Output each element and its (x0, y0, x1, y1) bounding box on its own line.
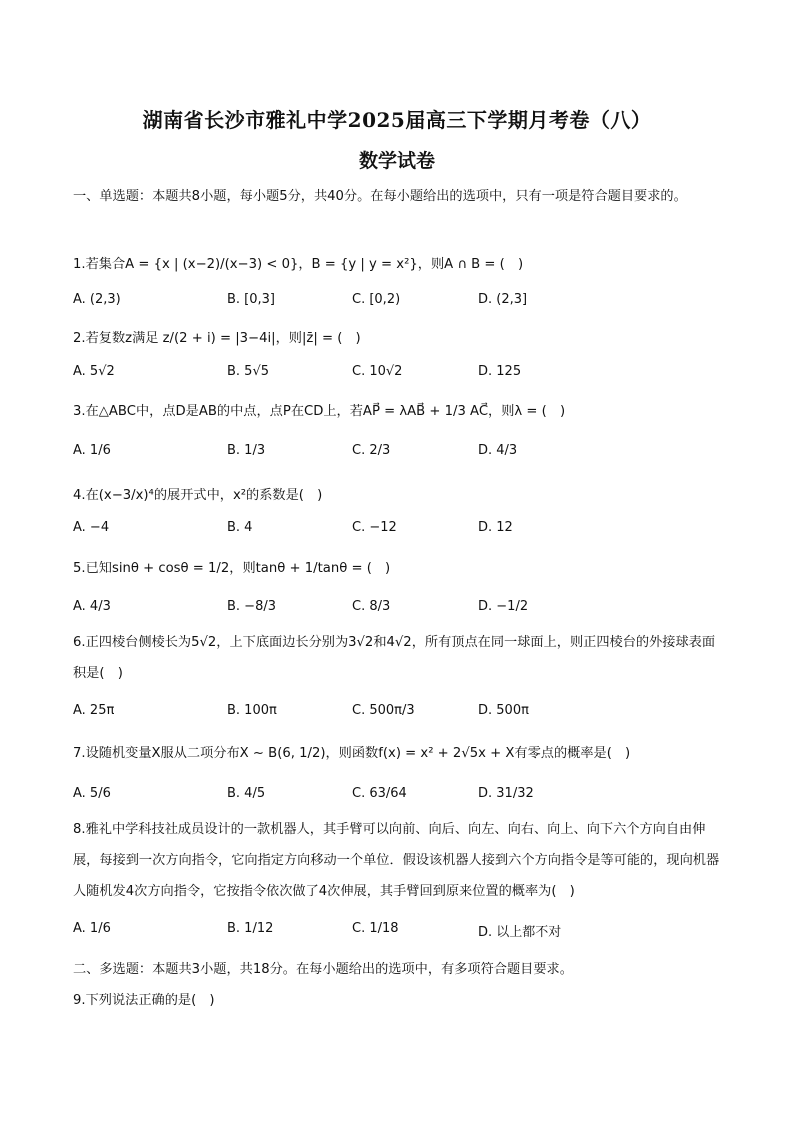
question-4-option-a: A. −4 (73, 520, 110, 535)
question-4-option-c: C. −12 (352, 520, 397, 535)
question-5-option-c: C. 8/3 (352, 599, 391, 614)
question-7-stem: 7.设随机变量X服从二项分布X ~ B(6, 1/2)，则函数f(x) = x² + 2√5x + X有零点的概率是( ) (73, 746, 631, 761)
question-3-option-d: D. 4/3 (478, 443, 518, 458)
question-1-stem: 1.若集合A = {x | (x−2)/(x−3) < 0}，B = {y | y = x²}，则A ∩ B = ( ) (73, 257, 524, 272)
question-2-stem: 2.若复数z满足 z/(2 + i) = |3−4i|，则|z̄| = ( ) (73, 331, 361, 346)
question-3-option-b: B. 1/3 (227, 443, 266, 458)
page-title: 湖南省长沙市雅礼中学2025届高三下学期月考卷（八） (142, 108, 652, 132)
question-6-option-c: C. 500π/3 (352, 703, 415, 718)
question-5-option-b: B. −8/3 (227, 599, 276, 614)
question-1-option-a: A. (2,3) (73, 292, 121, 307)
question-7-option-a: A. 5/6 (73, 786, 111, 801)
question-7-option-b: B. 4/5 (227, 786, 266, 801)
question-8-stem: 8.雅礼中学科技社成员设计的一款机器人，其手臂可以向前、向后、向左、向右、向上、向下六个方向自由伸展，每接到一次方向指令，它向指定方向移动一个单位．假设该机器人接到六个方向指令是等可能的，现向机器人随机发4次方向指令，它按指令依次做了4次伸展，其手臂回到原来位置的概率为( ) (73, 822, 720, 899)
question-4-option-d: D. 12 (478, 520, 513, 535)
question-3-option-c: C. 2/3 (352, 443, 391, 458)
question-6-option-b: B. 100π (227, 703, 277, 718)
question-1-option-d: D. (2,3] (478, 292, 528, 307)
question-7-option-c: C. 63/64 (352, 786, 407, 801)
question-3-option-a: A. 1/6 (73, 443, 111, 458)
question-1-option-b: B. [0,3] (227, 292, 276, 307)
question-2-option-d: D. 125 (478, 364, 522, 379)
question-6-option-d: D. 500π (478, 703, 529, 718)
question-8-option-b: B. 1/12 (227, 921, 274, 936)
section-heading-multiple-choice: 二、多选题：本题共3小题，共18分。在每小题给出的选项中，有多项符合题目要求。 (73, 962, 573, 977)
question-1-option-c: C. [0,2) (352, 292, 401, 307)
question-2-option-a: A. 5√2 (73, 364, 115, 379)
question-6-stem: 6.正四棱台侧棱长为5√2，上下底面边长分别为3√2和4√2，所有顶点在同一球面上，则正四棱台的外接球表面积是( ) (73, 635, 716, 681)
question-5-option-a: A. 4/3 (73, 599, 111, 614)
question-8-option-c: C. 1/18 (352, 921, 399, 936)
question-7-option-d: D. 31/32 (478, 786, 534, 801)
question-6-option-a: A. 25π (73, 703, 115, 718)
question-9-stem: 9.下列说法正确的是( ) (73, 993, 215, 1008)
question-8-option-d: D. 以上都不对 (478, 925, 562, 940)
question-2-option-b: B. 5√5 (227, 364, 270, 379)
question-2-option-c: C. 10√2 (352, 364, 403, 379)
question-4-stem: 4.在(x−3/x)⁴的展开式中，x²的系数是( ) (73, 488, 323, 503)
page-subtitle: 数学试卷 (358, 150, 435, 172)
question-5-option-d: D. −1/2 (478, 599, 529, 614)
question-8-option-a: A. 1/6 (73, 921, 111, 936)
question-3-stem: 3.在△ABC中，点D是AB的中点，点P在CD上，若AP⃗ = λAB⃗ + 1/3 AC⃗，则λ = ( ) (73, 404, 566, 419)
question-5-stem: 5.已知sinθ + cosθ = 1/2，则tanθ + 1/tanθ = ( ) (73, 561, 391, 576)
question-4-option-b: B. 4 (227, 520, 253, 535)
section-heading-single-choice: 一、单选题：本题共8小题，每小题5分，共40分。在每小题给出的选项中，只有一项是符合题目要求的。 (73, 189, 687, 204)
